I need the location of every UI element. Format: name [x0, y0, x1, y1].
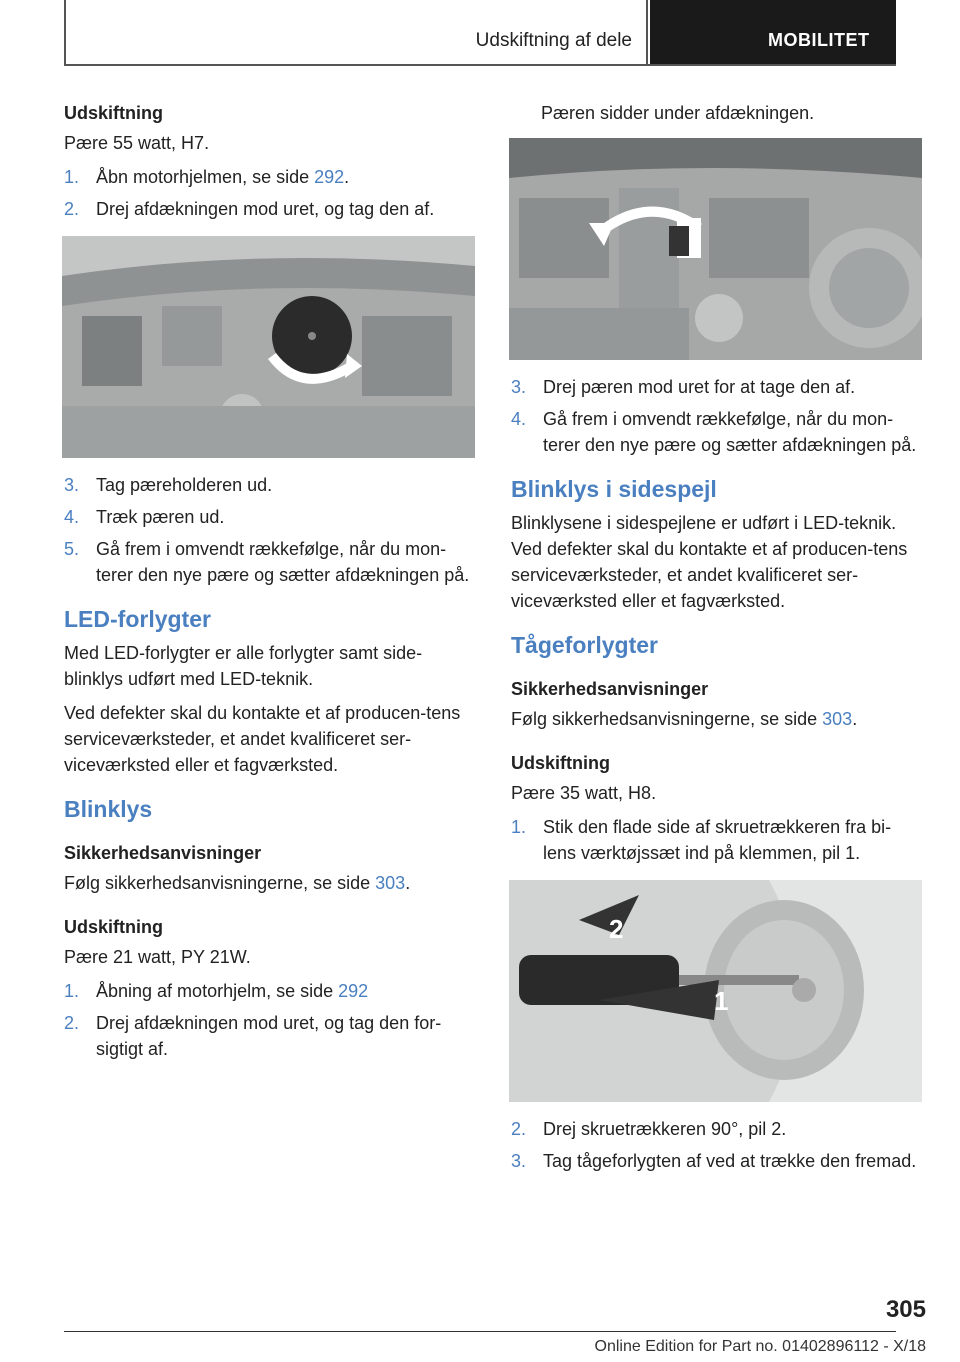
page-link[interactable]: 303: [822, 709, 853, 729]
left-column: [64, 100, 476, 1070]
page-number: 305: [885, 1296, 926, 1323]
page-link[interactable]: 292: [338, 981, 369, 1001]
led-paragraph-1: Med LED-forlygter er alle forlygter samt side‐blinklys udført med LED-teknik.: [64, 643, 423, 689]
list-item: 1. Stik den flade side af skruetrækkeren fra bi‐lens værktøjssæt ind på klemmen, pil 1.: [511, 817, 892, 863]
header-chapter: [650, 0, 896, 66]
subheading-safety: Sikkerhedsanvisninger: [511, 679, 709, 699]
list-item: 4. Gå frem i omvendt rækkefølge, når du mon‐terer den nye pære og sætter afdækningen på.: [511, 409, 917, 455]
bulb-spec-h8: Pære 35 watt, H8.: [511, 783, 657, 803]
safety-text: Følg sikkerhedsanvisningerne, se side 303.: [64, 873, 411, 893]
arrow-label-1: 1: [714, 986, 729, 1016]
right-column: [511, 100, 923, 1182]
subheading-safety: Sikkerhedsanvisninger: [64, 843, 262, 863]
footer-rule: [64, 1331, 896, 1332]
turn-signal-bulb-photo: [509, 138, 922, 360]
list-item: 5. Gå frem i omvendt rækkefølge, når du mon‐terer den nye pære og sætter afdækningen på.: [64, 539, 470, 585]
fog-light-screwdriver-photo: [509, 880, 922, 1102]
list-item: 1. Åbning af motorhjelm, se side 292: [64, 981, 369, 1001]
steps-list-1: [64, 164, 476, 222]
list-item: 3. Drej pæren mod uret for at tage den af.: [511, 377, 856, 397]
list-item: 2. Drej afdækningen mod uret, og tag den af.: [64, 199, 435, 219]
list-item: 2. Drej afdækningen mod uret, og tag den for‐sigtigt af.: [64, 1013, 442, 1059]
steps-list-4: [511, 374, 923, 458]
heading-mirror-turn-signals: Blinklys i sidespejl: [511, 476, 717, 502]
subheading-replace-h8: Udskiftning: [511, 753, 610, 773]
steps-list-3: [64, 978, 476, 1062]
header-rule: [64, 64, 896, 66]
chapter-title: MOBILITET: [768, 30, 870, 50]
edition-note: Online Edition for Part no. 01402896112 - X/18: [594, 1338, 926, 1355]
list-item: 3. Tag pæreholderen ud.: [64, 475, 273, 495]
list-item: 1. Åbn motorhjelmen, se side 292.: [64, 167, 350, 187]
list-item: 3. Tag tågeforlygten af ved at trække den fremad.: [511, 1151, 917, 1171]
steps-list-5: [511, 814, 923, 866]
page-link[interactable]: 292: [314, 167, 345, 187]
subheading-replace-py21w: Udskiftning: [64, 917, 163, 937]
steps-list-6: [511, 1116, 923, 1174]
page-link[interactable]: 303: [375, 873, 406, 893]
bulb-location-text: Pæren sidder under afdækningen.: [541, 103, 815, 123]
heading-fog-lights: Tågeforlygter: [511, 632, 658, 658]
header-section: [64, 0, 648, 64]
steps-list-2: [64, 472, 476, 588]
heading-led-headlights: LED-forlygter: [64, 606, 211, 632]
arrow-label-2: 2: [609, 914, 624, 944]
mirror-paragraph: Blinklysene i sidespejlene er udført i LED-teknik. Ved defekter skal du kontakte et af producen‐tens serviceværksteder, et andet kvalificeret ser‐viceværksted eller et fagværksted.: [511, 513, 908, 611]
bulb-spec-py21w: Pære 21 watt, PY 21W.: [64, 947, 251, 967]
list-item: 2. Drej skruetrækkeren 90°, pil 2.: [511, 1119, 787, 1139]
safety-text: Følg sikkerhedsanvisningerne, se side 303.: [511, 709, 858, 729]
heading-turn-signals: Blinklys: [64, 796, 153, 822]
subheading-replace-h7: Udskiftning: [64, 103, 163, 123]
bulb-spec-h7: Pære 55 watt, H7.: [64, 133, 210, 153]
led-paragraph-2: Ved defekter skal du kontakte et af producen‐tens serviceværksteder, et andet kvalificeret ser‐viceværksted eller et fagværksted.: [64, 703, 461, 775]
section-title: Udskiftning af dele: [475, 30, 632, 51]
list-item: 4. Træk pæren ud.: [64, 507, 225, 527]
headlight-cover-photo: [62, 236, 475, 458]
